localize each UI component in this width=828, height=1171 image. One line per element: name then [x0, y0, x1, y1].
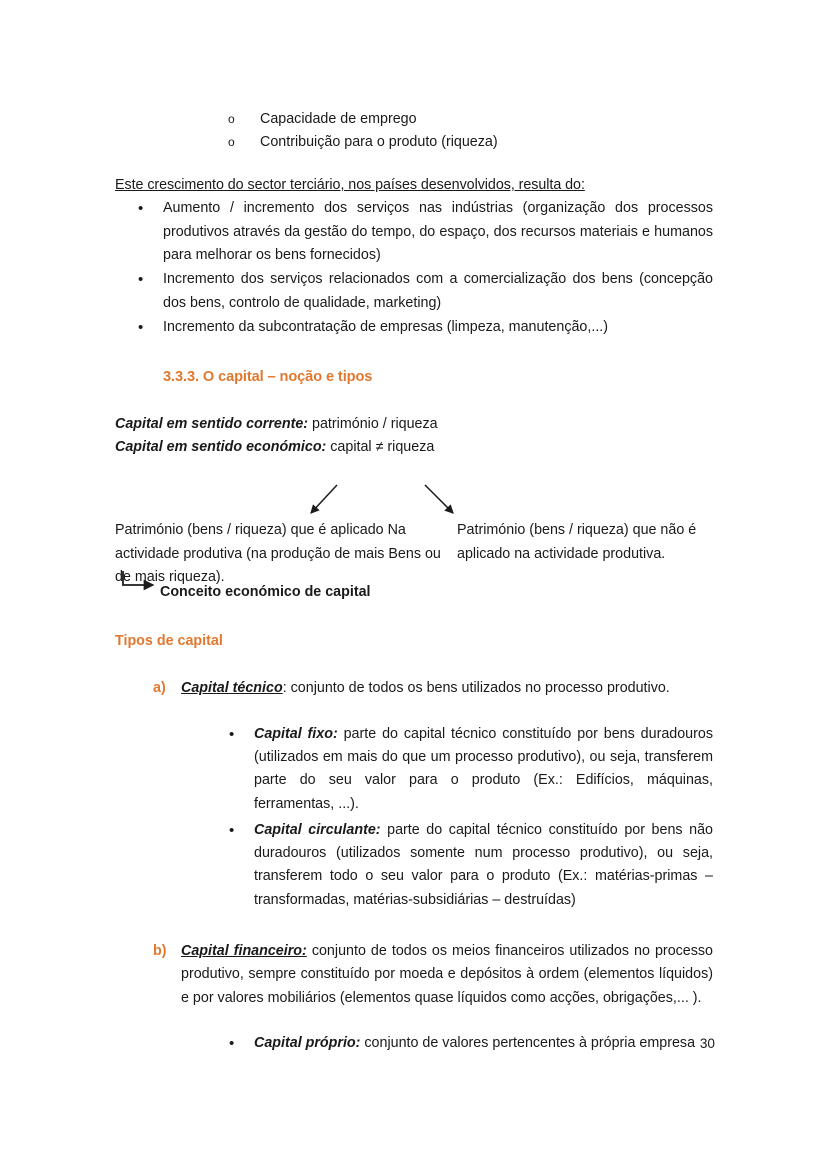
types-heading: Tipos de capital — [115, 633, 223, 650]
subtype-term: Capital próprio: — [254, 1034, 361, 1051]
subtype-description: conjunto de valores pertencentes à própria empresa — [360, 1034, 696, 1051]
list-item — [130, 316, 713, 339]
page-content — [115, 108, 713, 1058]
list-item-text: Incremento dos serviços relacionados com a comercialização dos bens (concepção dos bens, controlo de qualidade, marketing) — [163, 271, 713, 311]
list-item — [228, 131, 713, 154]
branch-right-text: Património (bens / riqueza) que não é aplicado na actividade produtiva. — [457, 522, 697, 562]
list-item — [130, 197, 713, 267]
subtype-description: parte do capital técnico constituído por bens não duradouros (utilizados somente num processo produtivo), ou seja, transferem todo o seu valor para o produto (Ex.: matérias-primas – transformadas, matérias-subsidiárias – destruídas) — [254, 821, 713, 908]
diagram-conclusion-text: Conceito económico de capital — [160, 584, 371, 601]
alpha-marker-a: a) — [153, 680, 166, 697]
type-description: conjunto de todos os bens utilizados no processo produtivo. — [286, 680, 670, 697]
dot-bullet-icon: • — [229, 821, 235, 839]
dot-bullet-icon: • — [138, 271, 144, 289]
definition-value: capital ≠ riqueza — [326, 439, 435, 456]
list-item — [221, 723, 713, 816]
capital-branch-diagram — [115, 489, 713, 611]
subtype-term: Capital fixo: — [254, 725, 338, 742]
growth-bullet-list — [115, 197, 713, 339]
type-term: Capital técnico — [181, 680, 283, 697]
sub-bullet-list — [115, 108, 713, 154]
section-heading: 3.3.3. O capital – noção e tipos — [163, 369, 373, 386]
subtype-description: parte do capital técnico constituído por bens duradouros (utilizados em mais do que um processo produtivo), ou seja, transferem parte do seu valor para o produto (Ex.: Edifícios, máquinas, ferramentas, ...). — [254, 725, 713, 812]
list-item — [145, 940, 713, 1055]
list-item-text: Incremento da subcontratação de empresas (limpeza, manutenção,...) — [163, 318, 609, 335]
definition-label: Capital em sentido corrente: — [115, 416, 309, 433]
definition-value: património / riqueza — [308, 416, 438, 433]
type-term: Capital financeiro: — [181, 943, 307, 960]
capital-tecnico-sublist — [181, 723, 713, 912]
list-item-text: Contribuição para o produto (riqueza) — [260, 134, 498, 151]
circle-bullet-icon: o — [228, 135, 235, 150]
list-item-text: Capacidade de emprego — [260, 111, 417, 127]
type-description: conjunto de todos os meios financeiros utilizados no processo produtivo, sempre constituído por moeda e depósitos à ordem (elementos líquidos) e por valores mobiliários (elementos quase líquidos como acções, obrigações,... ). — [181, 943, 713, 1006]
branch-left-text: Património (bens / riqueza) que é aplicado Na actividade produtiva (na produção de mais Bens ou de mais riqueza). — [115, 522, 441, 585]
circle-bullet-icon: o — [228, 112, 235, 126]
alpha-marker-b: b) — [153, 943, 167, 960]
capital-definitions — [115, 413, 713, 459]
dot-bullet-icon: • — [138, 200, 144, 218]
definition-line — [115, 413, 713, 436]
list-item — [221, 1032, 713, 1055]
list-item — [130, 268, 713, 315]
subtype-term: Capital circulante: — [254, 821, 381, 838]
dot-bullet-icon: • — [229, 725, 235, 743]
capital-financeiro-sublist — [181, 1032, 713, 1055]
list-item — [221, 819, 713, 912]
growth-lead-text: Este crescimento do sector terciário, nos países desenvolvidos, resulta do: — [115, 177, 585, 194]
list-item-text: Aumento / incremento dos serviços nas indústrias (organização dos processos produtivos através da gestão do tempo, do espaço, dos recursos materiais e humanos para melhorar os bens fornecidos) — [163, 200, 713, 263]
list-item — [145, 677, 713, 912]
definition-label: Capital em sentido económico: — [115, 439, 327, 456]
dot-bullet-icon: • — [229, 1034, 235, 1052]
list-item — [228, 108, 713, 131]
capital-types-list — [115, 677, 713, 1055]
dot-bullet-icon: • — [138, 318, 144, 336]
definition-line — [115, 436, 713, 459]
page-number: 30 — [699, 1036, 715, 1051]
type-term-suffix: : — [282, 680, 287, 697]
